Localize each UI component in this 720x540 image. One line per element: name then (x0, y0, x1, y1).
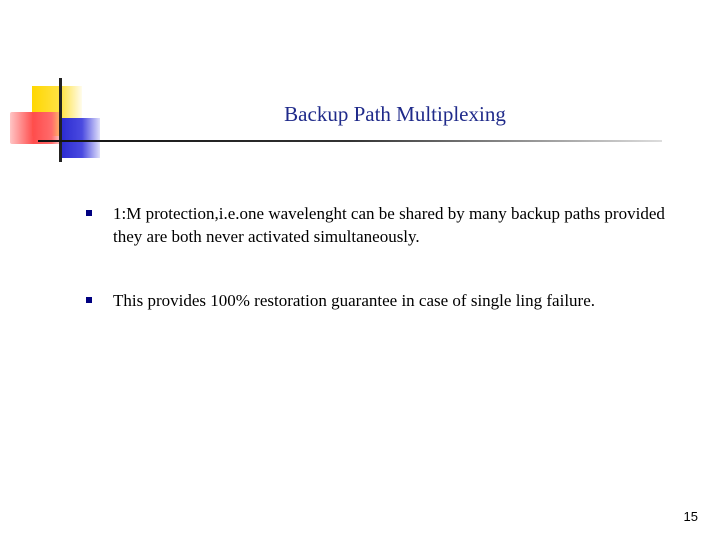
title-underline-rule (38, 140, 662, 142)
slide-title: Backup Path Multiplexing (284, 102, 506, 126)
blue-square-decoration (60, 118, 100, 158)
bullet-item (86, 289, 686, 312)
bullet-text: 1:M protection,i.e.one wavelenght can be shared by many backup paths provided they are both never activated simultaneously. (113, 204, 665, 246)
bullet-item (86, 202, 686, 248)
slide-logo-decoration (0, 0, 110, 170)
page-number: 15 (683, 509, 698, 524)
bullet-list (86, 202, 686, 353)
square-bullet-icon (86, 297, 92, 303)
vertical-rule (59, 78, 62, 162)
bullet-text: This provides 100% restoration guarantee in case of single ling failure. (113, 291, 595, 310)
square-bullet-icon (86, 210, 92, 216)
